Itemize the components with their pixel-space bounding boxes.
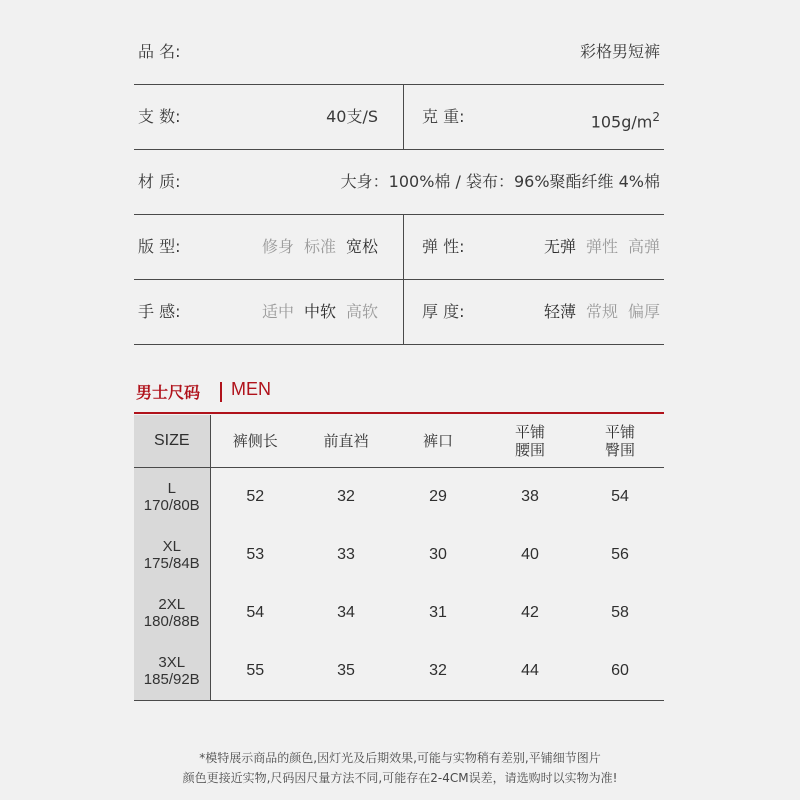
table-row <box>134 526 664 584</box>
stretch-option: 高弹 <box>627 237 660 256</box>
weight-label: 克 重: <box>422 107 465 126</box>
spec-row-count-weight <box>134 85 664 150</box>
measure-cell: 58 <box>611 604 629 621</box>
weight-unit-superscript: 2 <box>652 110 660 124</box>
measure-cell: 32 <box>392 642 484 701</box>
measure-cell: 60 <box>576 642 664 701</box>
spec-table <box>134 20 664 345</box>
measure-cell: 54 <box>210 584 300 642</box>
weight-value: 105g/m <box>590 112 653 132</box>
measure-cell: 29 <box>429 488 447 505</box>
size-cell: 2XL 180/88B <box>134 584 210 642</box>
table-row <box>134 642 664 701</box>
size-cell: L 170/80B <box>134 468 210 527</box>
size-title-en: MEN <box>231 379 271 399</box>
column-divider <box>403 215 404 279</box>
thickness-label: 厚 度: <box>422 302 465 321</box>
column-divider <box>403 280 404 344</box>
fit-option: 宽松 <box>345 237 378 256</box>
stretch-label: 弹 性: <box>422 237 465 256</box>
size-cell: 3XL 185/92B <box>134 642 210 701</box>
measure-cell: 40 <box>521 546 539 563</box>
material-value: 大身：100%棉 / 袋布：96%聚酯纤维 4%棉 <box>340 172 660 191</box>
size-section-title <box>134 378 664 414</box>
weight-value-wrap <box>591 85 660 154</box>
disclaimer-line-1: *模特展示商品的颜色,因灯光及后期效果,可能与实物稍有差别,平铺细节图片 <box>199 751 601 765</box>
column-header: 前直裆 <box>300 415 392 468</box>
thickness-option: 常规 <box>585 302 618 321</box>
column-header: 裤侧长 <box>210 415 300 468</box>
stretch-option: 无弹 <box>543 237 576 256</box>
hand-option: 适中 <box>261 302 294 321</box>
measure-cell: 31 <box>429 604 447 621</box>
size-cell: XL 175/84B <box>134 526 210 584</box>
size-table <box>134 415 664 701</box>
thickness-option: 轻薄 <box>543 302 576 321</box>
fit-options <box>262 215 378 279</box>
thickness-options <box>544 280 660 344</box>
measure-cell: 54 <box>611 488 629 505</box>
count-label: 支 数: <box>138 107 181 126</box>
material-label: 材 质: <box>138 172 181 191</box>
name-label: 品 名: <box>138 42 181 61</box>
measure-cell: 32 <box>337 488 355 505</box>
hand-option: 中软 <box>303 302 336 321</box>
spec-row-hand-thickness <box>134 280 664 345</box>
measure-cell: 44 <box>484 642 576 701</box>
measure-cell: 55 <box>210 642 300 701</box>
measure-cell: 53 <box>210 526 300 584</box>
measure-cell: 33 <box>337 546 355 563</box>
size-table-body <box>134 468 664 701</box>
fit-option: 标准 <box>303 237 336 256</box>
measure-cell: 42 <box>521 604 539 621</box>
hand-option: 高软 <box>345 302 378 321</box>
measure-cell: 52 <box>210 468 300 527</box>
column-header: 平铺 腰围 <box>484 415 576 468</box>
table-row <box>134 584 664 642</box>
count-value: 40支/S <box>326 107 378 126</box>
hand-options <box>262 280 378 344</box>
name-value: 彩格男短裤 <box>579 42 660 61</box>
fit-label: 版 型: <box>138 237 181 256</box>
stretch-options <box>544 215 660 279</box>
measure-cell: 30 <box>429 546 447 563</box>
disclaimer <box>0 748 800 788</box>
spec-row-material <box>134 150 664 215</box>
thickness-option: 偏厚 <box>627 302 660 321</box>
disclaimer-line-2: 颜色更接近实物,尺码因尺量方法不同,可能存在2-4CM误差，请选购时以实物为准! <box>182 771 618 785</box>
size-title-cn: 男士尺码 <box>136 383 201 402</box>
measure-cell: 38 <box>521 488 539 505</box>
hand-label: 手 感: <box>138 302 181 321</box>
measure-cell: 35 <box>300 642 392 701</box>
spec-row-name <box>134 20 664 85</box>
size-table-header <box>134 415 664 468</box>
stretch-option: 弹性 <box>585 237 618 256</box>
table-row <box>134 468 664 527</box>
column-header: 裤口 <box>392 415 484 468</box>
column-header: 平铺 臀围 <box>576 415 664 468</box>
spec-row-fit-stretch <box>134 215 664 280</box>
column-header: SIZE <box>134 415 210 468</box>
title-separator <box>220 382 222 402</box>
column-divider <box>403 85 404 149</box>
measure-cell: 34 <box>337 604 355 621</box>
measure-cell: 56 <box>611 546 629 563</box>
fit-option: 修身 <box>261 237 294 256</box>
